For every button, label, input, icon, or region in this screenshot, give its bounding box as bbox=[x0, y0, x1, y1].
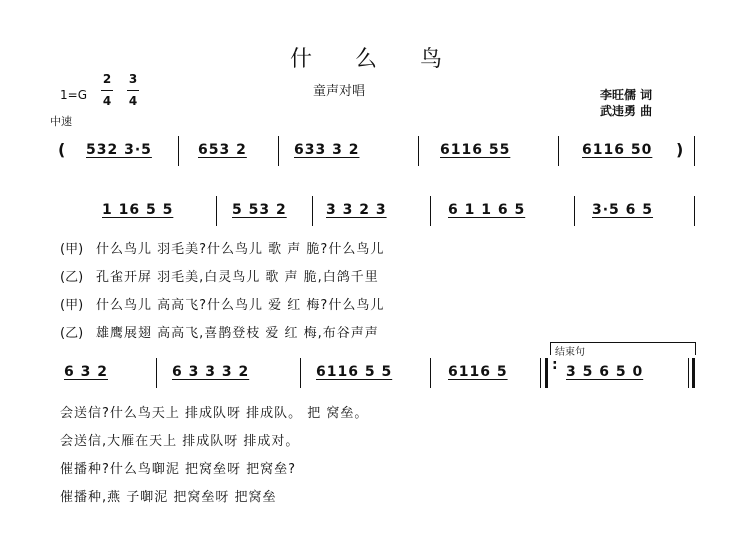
barline bbox=[312, 196, 313, 226]
close-paren: ) bbox=[676, 140, 684, 159]
barline bbox=[300, 358, 301, 388]
measure: 633 3 2 bbox=[294, 142, 360, 158]
barline bbox=[574, 196, 575, 226]
measure: 5 53 2 bbox=[232, 202, 287, 218]
time-sig-2-top: 3 bbox=[128, 72, 138, 86]
lyric-line: 雄鹰展翅 高高飞,喜鹊登枝 爱 红 梅,布谷声声 bbox=[96, 326, 379, 341]
barline bbox=[430, 358, 431, 388]
time-sig-1-bottom: 4 bbox=[102, 94, 112, 108]
measure: 3 3 2 3 bbox=[326, 202, 387, 218]
final-barline bbox=[692, 358, 695, 388]
barline bbox=[156, 358, 157, 388]
repeat-barline bbox=[545, 358, 548, 388]
barline bbox=[430, 196, 431, 226]
measure: 653 2 bbox=[198, 142, 247, 158]
lyric-line: 孔雀开屏 羽毛美,白灵鸟儿 歌 声 脆,白鸽千里 bbox=[96, 270, 379, 285]
lyric-line: 催播种?什么鸟啣泥 把窝垒呀 把窝垒? bbox=[60, 462, 297, 477]
page-title: 什 么 鸟 bbox=[290, 47, 460, 72]
measure: 6116 50 bbox=[582, 142, 653, 158]
lyric-line: 什么鸟儿 高高飞?什么鸟儿 爱 红 梅?什么鸟儿 bbox=[96, 298, 385, 313]
barline bbox=[688, 358, 689, 388]
subtitle: 童声对唱 bbox=[313, 84, 366, 99]
composer-credit: 武违勇 曲 bbox=[600, 104, 653, 118]
time-sig-1-top: 2 bbox=[102, 72, 112, 86]
barline bbox=[178, 136, 179, 166]
tempo-marking: 中速 bbox=[50, 115, 72, 128]
measure: 6116 5 bbox=[448, 364, 508, 380]
notation-system-1 bbox=[0, 136, 744, 168]
verse-tag: (乙) bbox=[60, 270, 84, 285]
barline bbox=[278, 136, 279, 166]
notation-system-2 bbox=[0, 196, 744, 228]
measure: 6 3 2 bbox=[64, 364, 108, 380]
verse-tag: (甲) bbox=[60, 298, 84, 313]
measure: 6 3 3 3 2 bbox=[172, 364, 250, 380]
barline bbox=[540, 358, 541, 388]
measure: 532 3·5 bbox=[86, 142, 152, 158]
notation-system-3 bbox=[0, 358, 744, 390]
ending-bracket bbox=[550, 342, 696, 358]
measure: 1 16 5 5 bbox=[102, 202, 174, 218]
lyric-line: 什么鸟儿 羽毛美?什么鸟儿 歌 声 脆?什么鸟儿 bbox=[96, 242, 385, 257]
measure: 6116 5 5 bbox=[316, 364, 393, 380]
measure: 6116 55 bbox=[440, 142, 511, 158]
lyric-line: 会送信?什么鸟天上 排成队呀 排成队。 把 窝垒。 bbox=[60, 406, 369, 421]
repeat-dots: : bbox=[552, 357, 558, 373]
open-paren: ( bbox=[58, 140, 66, 159]
barline bbox=[694, 136, 695, 166]
verse-tag: (乙) bbox=[60, 326, 84, 341]
time-sig-1-line bbox=[101, 90, 113, 91]
measure: 3 5 6 5 0 bbox=[566, 364, 644, 380]
barline bbox=[216, 196, 217, 226]
key-signature: 1=G bbox=[60, 88, 87, 102]
lyric-line: 会送信,大雁在天上 排成队呀 排成对。 bbox=[60, 434, 300, 449]
time-sig-2-bottom: 4 bbox=[128, 94, 138, 108]
lyricist-credit: 李旺儒 词 bbox=[600, 88, 653, 102]
verse-tag: (甲) bbox=[60, 242, 84, 257]
ending-label: 结束句 bbox=[555, 347, 585, 358]
lyric-line: 催播种,燕 子啣泥 把窝垒呀 把窝垒 bbox=[60, 490, 277, 505]
barline bbox=[558, 136, 559, 166]
measure: 6 1 1 6 5 bbox=[448, 202, 526, 218]
time-sig-2-line bbox=[127, 90, 139, 91]
barline bbox=[694, 196, 695, 226]
measure: 3·5 6 5 bbox=[592, 202, 654, 218]
barline bbox=[418, 136, 419, 166]
